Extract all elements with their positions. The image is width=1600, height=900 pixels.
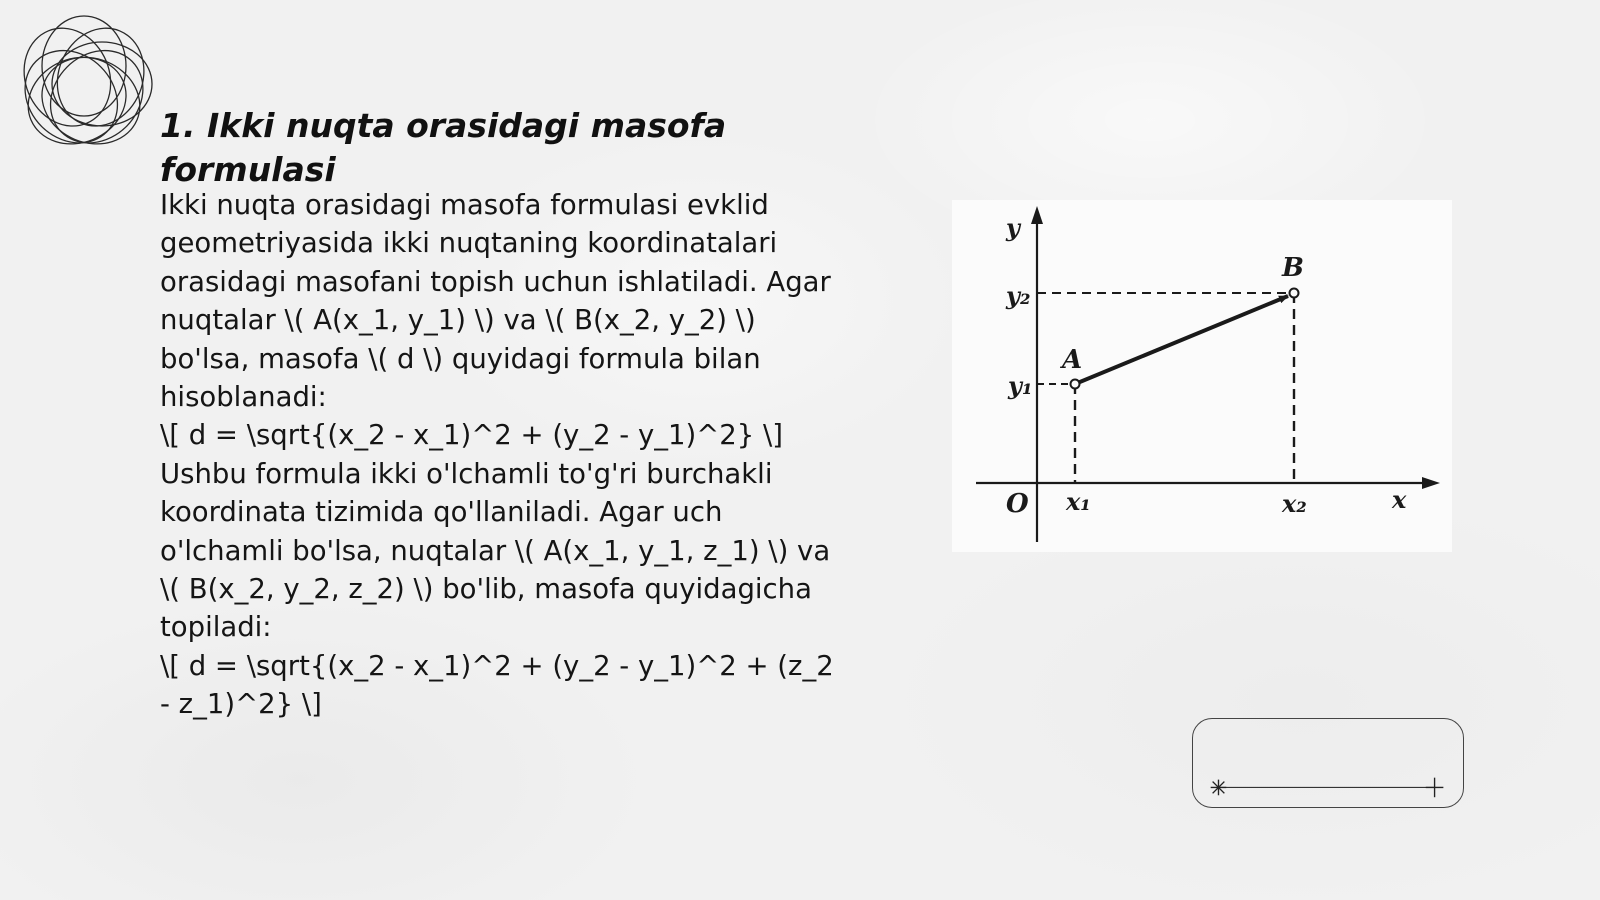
vector-ab [1075, 296, 1288, 384]
logo-ring [42, 16, 126, 116]
slide-body [160, 186, 844, 724]
x-axis-label: x [1392, 485, 1407, 514]
coordinate-diagram-svg [952, 200, 1452, 552]
paragraph-intro: Ikki nuqta orasidagi masofa formulasi evklid geometriyasida ikki nuqtaning koordinatalari orasidagi masofani topish uchun ishlatiladi. Agar nuqtalar \( A(x_1, y_1) \) va \( B(x_2, y_2) \) bo'lsa, masofa \( d \) quyidagi formula bilan hisoblanadi: [160, 189, 831, 414]
point-b-label: B [1282, 253, 1304, 283]
timeline-widget [1192, 718, 1464, 808]
point-a-label: A [1062, 345, 1083, 375]
logo-ring [10, 15, 125, 140]
y-axis-label: y [1006, 213, 1020, 242]
sparkle-icon [1211, 780, 1227, 796]
coordinate-diagram [952, 200, 1452, 552]
x1-label: x₁ [1066, 487, 1091, 516]
paragraph-3d: Ushbu formula ikki o'lchamli to'g'ri burchakli koordinata tizimida qo'llaniladi. Agar uch o'lchamli bo'lsa, nuqtalar \( A(x_1, y_1, z_1) \) va \( B(x_2, y_2, z_2) \) bo'lib, masofa quyidagicha topiladi: [160, 457, 831, 644]
x-axis-arrow-icon [1422, 477, 1440, 489]
point-b-marker [1290, 289, 1299, 298]
logo-ring [43, 15, 158, 140]
crosshair-icon [1426, 778, 1444, 798]
origin-label: O [1006, 489, 1029, 519]
interlaced-circles-logo-icon [10, 10, 158, 158]
y1-label: y₁ [1008, 371, 1033, 400]
point-a-marker [1071, 380, 1080, 389]
formula-2d: \[ d = \sqrt{(x_2 - x_1)^2 + (y_2 - y_1)^2} \] [160, 419, 783, 452]
x2-label: x₂ [1282, 489, 1307, 518]
timeline-widget-svg [1193, 719, 1463, 807]
y2-label: y₂ [1006, 281, 1031, 310]
y-axis-arrow-icon [1031, 206, 1043, 224]
slide-title: 1. Ikki nuqta orasidagi masofa formulasi [160, 106, 727, 189]
formula-3d: \[ d = \sqrt{(x_2 - x_1)^2 + (y_2 - y_1)^2 + (z_2 - z_1)^2} \] [160, 649, 834, 721]
